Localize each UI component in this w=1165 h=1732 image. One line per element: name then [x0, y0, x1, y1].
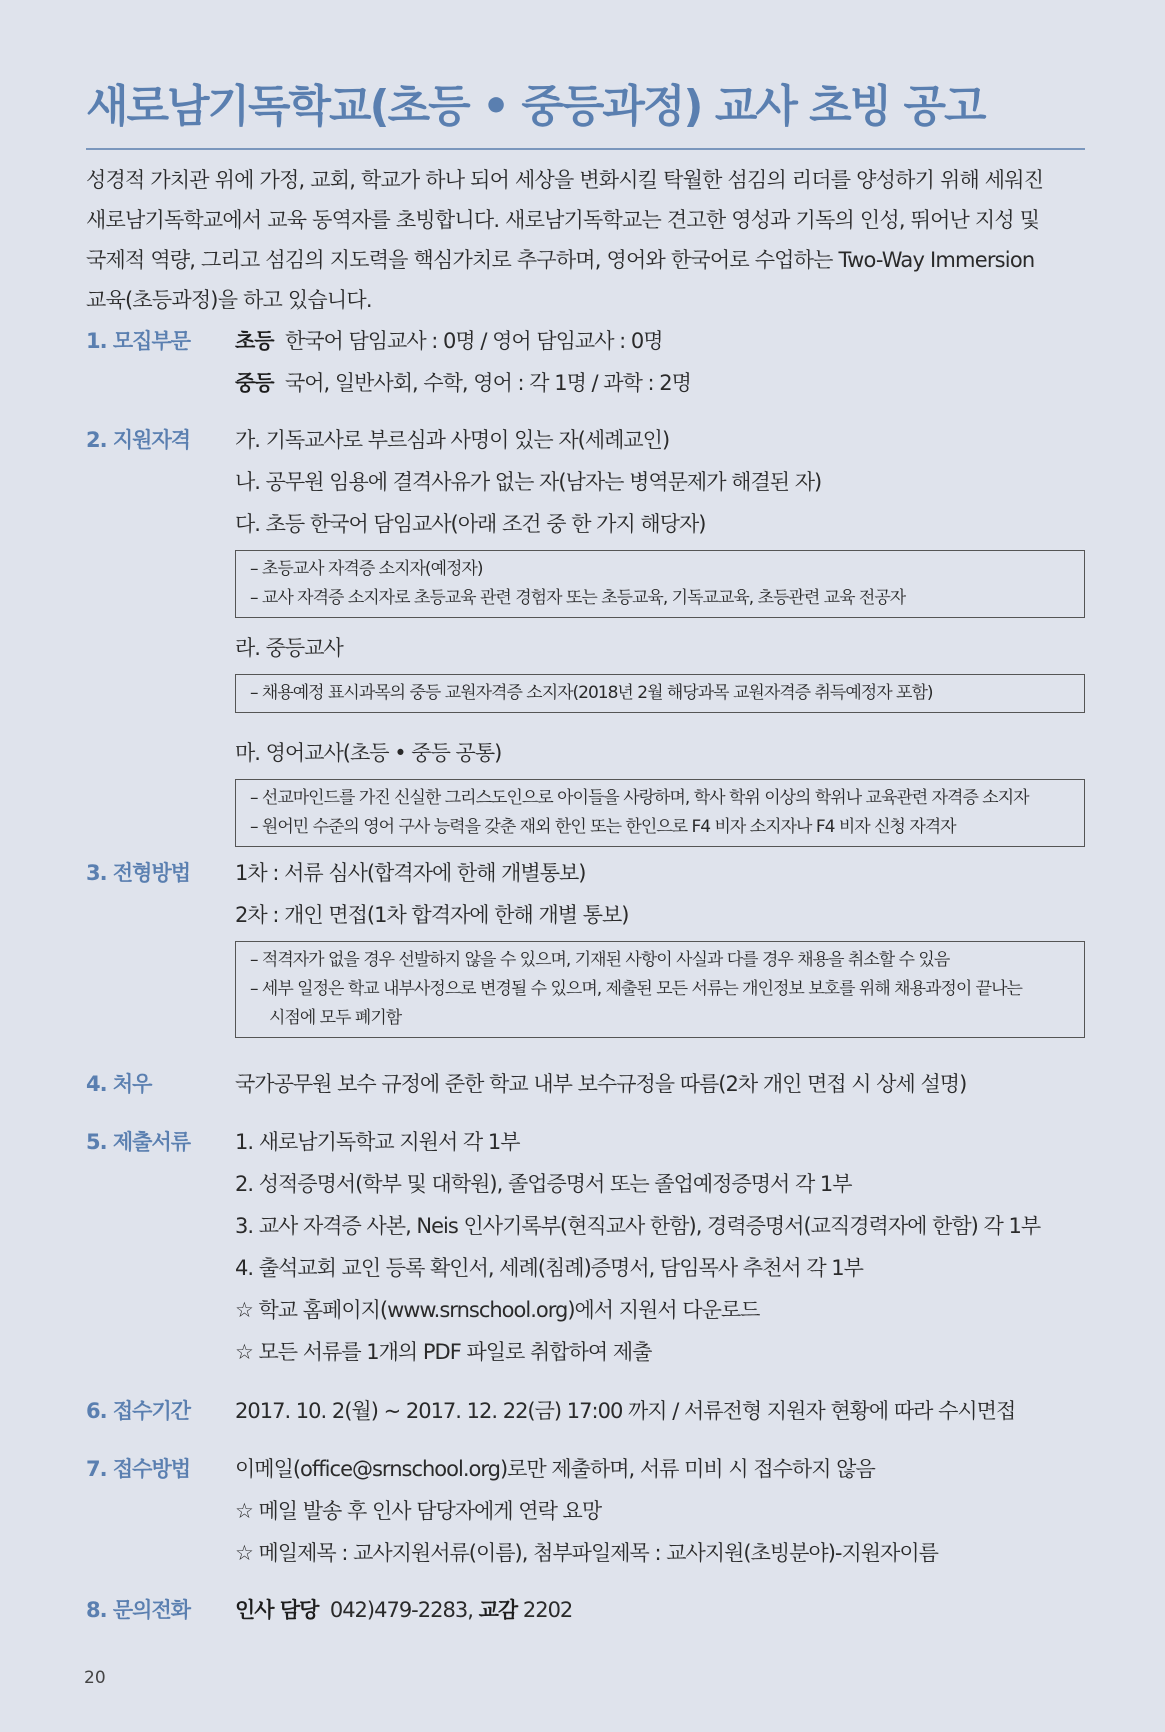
section-label: 2. 지원자격 [86, 428, 191, 452]
condition-line: – 교사 자격증 소지자로 초등교육 관련 경험자 또는 초등교육, 기독교교육, 초등관련 교육 전공자 [250, 588, 906, 608]
selection-step: 1차 : 서류 심사(합격자에 한해 개별통보) [235, 861, 586, 885]
selection-step: 2차 : 개인 면접(1차 합격자에 한해 개별 통보) [235, 903, 629, 927]
note-line: – 적격자가 없을 경우 선발하지 않을 수 있으며, 기재된 사항이 사실과 다를 경우 채용을 취소할 수 있음 [250, 950, 950, 970]
section-label: 8. 문의전화 [86, 1598, 191, 1622]
document-item: 1. 새로남기독학교 지원서 각 1부 [235, 1130, 520, 1154]
elementary-conditions-box [235, 550, 1085, 618]
qualification-item: 마. 영어교사(초등 • 중등 공통) [235, 741, 502, 765]
condition-line: – 선교마인드를 가진 신실한 그리스도인으로 아이들을 사랑하며, 학사 학위 이상의 학위나 교육관련 자격증 소지자 [250, 788, 1029, 808]
contact-line [235, 1594, 1085, 1636]
page-number: 20 [84, 1668, 106, 1688]
compensation-text: 국가공무원 보수 규정에 준한 학교 내부 보수규정을 따름(2차 개인 면접 시 상세 설명) [235, 1072, 967, 1096]
method-item: 이메일(office@srnschool.org)로만 제출하며, 서류 미비 시 접수하지 않음 [235, 1457, 875, 1481]
elementary-head: 초등 [235, 329, 274, 353]
section-body [235, 325, 1085, 409]
intro-paragraph [86, 160, 1085, 320]
middle-text: 국어, 일반사회, 수학, 영어 : 각 1명 / 과학 : 2명 [284, 371, 691, 395]
condition-line: – 원어민 수준의 영어 구사 능력을 갖춘 재외 한인 또는 한인으로 F4 비자 소지자나 F4 비자 신청 자격자 [250, 817, 956, 837]
qualification-item: 다. 초등 한국어 담임교사(아래 조건 중 한 가지 해당자) [235, 512, 706, 536]
section-body [235, 424, 1085, 861]
document-note: ☆ 학교 홈페이지(www.srnschool.org)에서 지원서 다운로드 [235, 1298, 760, 1322]
method-note: ☆ 메일 발송 후 인사 담당자에게 연락 요망 [235, 1499, 602, 1523]
section-body [235, 857, 1085, 1052]
section-body [235, 1594, 1085, 1636]
method-note: ☆ 메일제목 : 교사지원서류(이름), 첨부파일제목 : 교사지원(초빙분야)-지원자이름 [235, 1541, 938, 1565]
document-item: 4. 출석교회 교인 등록 확인서, 세례(침례)증명서, 담임목사 추천서 각 1부 [235, 1256, 863, 1280]
condition-line: – 채용예정 표시과목의 중등 교원자격증 소지자(2018년 2월 해당과목 교원자격증 취득예정자 포함) [250, 683, 933, 703]
note-line: – 세부 일정은 학교 내부사정으로 변경될 수 있으며, 제출된 모든 서류는 개인정보 보호를 위해 채용과정이 끝나는 [250, 979, 1022, 999]
contact-number: 2202 [522, 1598, 573, 1622]
selection-notes-box [235, 941, 1085, 1038]
middle-line [235, 367, 1085, 409]
contact-head: 교감 [478, 1598, 518, 1622]
section-label: 5. 제출서류 [86, 1130, 191, 1154]
title-divider [86, 148, 1085, 150]
section-label: 3. 전형방법 [86, 861, 191, 885]
qualification-item: 라. 중등교사 [235, 636, 343, 660]
section-label: 6. 접수기간 [86, 1399, 191, 1423]
period-text: 2017. 10. 2(월) ~ 2017. 12. 22(금) 17:00 까지 / 서류전형 지원자 현황에 따라 수시면접 [235, 1399, 1016, 1423]
middle-head: 중등 [235, 371, 274, 395]
contact-number: 042)479-2283, [329, 1598, 473, 1622]
note-line: 시점에 모두 폐기함 [269, 1008, 402, 1028]
section-label: 7. 접수방법 [86, 1457, 191, 1481]
intro-line: 국제적 역량, 그리고 섬김의 지도력을 핵심가치로 추구하며, 영어와 한국어로 수업하는 Two-Way Immersion [86, 248, 1035, 272]
intro-line: 새로남기독학교에서 교육 동역자를 초빙합니다. 새로남기독학교는 견고한 영성과 기독의 인성, 뛰어난 지성 및 [86, 208, 1040, 232]
section-body [235, 1126, 1085, 1378]
section-body [235, 1395, 1085, 1437]
intro-line: 성경적 가치관 위에 가정, 교회, 학교가 하나 되어 세상을 변화시킬 탁월한 섬김의 리더를 양성하기 위해 세워진 [86, 168, 1044, 192]
condition-line: – 초등교사 자격증 소지자(예정자) [250, 559, 483, 579]
document-note: ☆ 모든 서류를 1개의 PDF 파일로 취합하여 제출 [235, 1340, 652, 1364]
document-item: 2. 성적증명서(학부 및 대학원), 졸업증명서 또는 졸업예정증명서 각 1부 [235, 1172, 852, 1196]
qualification-item: 가. 기독교사로 부르심과 사명이 있는 자(세례교인) [235, 428, 670, 452]
qualification-item: 나. 공무원 임용에 결격사유가 없는 자(남자는 병역문제가 해결된 자) [235, 470, 822, 494]
section-label: 1. 모집부문 [86, 329, 191, 353]
section-label: 4. 처우 [86, 1072, 152, 1096]
elementary-line [235, 325, 1085, 367]
elementary-text: 한국어 담임교사 : 0명 / 영어 담임교사 : 0명 [284, 329, 663, 353]
secondary-conditions-box [235, 674, 1085, 713]
section-body [235, 1068, 1085, 1110]
english-conditions-box [235, 779, 1085, 847]
page-title: 새로남기독학교(초등 • 중등과정) 교사 초빙 공고 [86, 81, 985, 132]
intro-line: 교육(초등과정)을 하고 있습니다. [86, 288, 372, 312]
section-body [235, 1453, 1085, 1579]
document-item: 3. 교사 자격증 사본, Neis 인사기록부(현직교사 한함), 경력증명서(교직경력자에 한함) 각 1부 [235, 1214, 1041, 1238]
contact-head: 인사 담당 [235, 1598, 319, 1622]
